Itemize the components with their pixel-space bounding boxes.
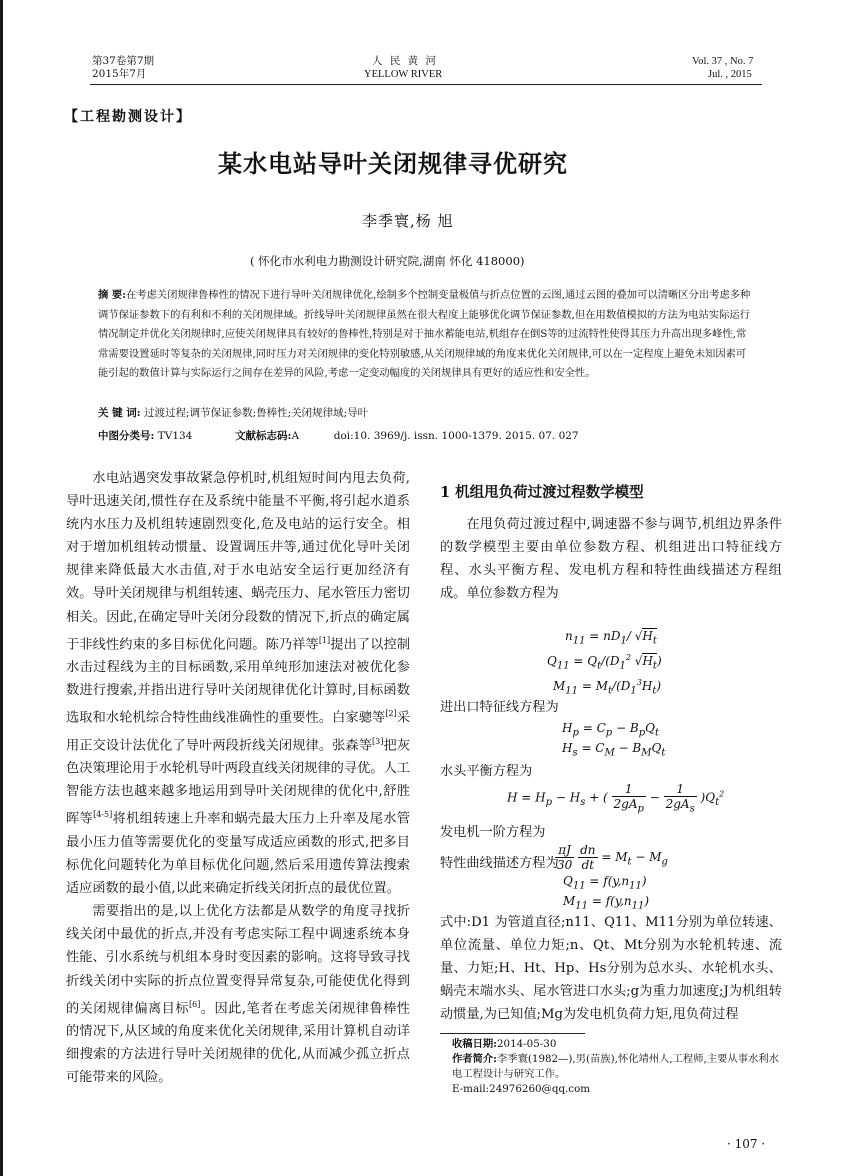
label-generator: 发电机一阶方程为	[440, 825, 546, 840]
label-characteristic: 进出口特征线方程为	[440, 700, 559, 715]
eq-generator: $\frac{\pi J}{30}$ $\frac{dn}{dt}$ = $M_t - M_g$	[557, 843, 668, 872]
doc-code-label: 文献标志码:	[235, 430, 292, 442]
label-curve: 特性曲线描述方程为	[440, 856, 559, 871]
ref-4-5: [4-5]	[93, 810, 113, 820]
page-number: · 107 ·	[727, 1137, 766, 1151]
section-1-title: 1 机组甩负荷过渡过程数学模型	[440, 484, 644, 501]
intro-paragraph-1: 水电站遇突发事故紧急停机时,机组短时间内甩去负荷,导叶迅速关闭,惯性存在及系统中能量不平衡,将引起水道系统内水压力及机组转速剧烈变化,危及电站的运行安全。相对于增加机组转动惯量、设置调压井等,通过优化导叶关闭规律来降低最大水击值,对于水电站安全运行更加经济有效。导叶关闭规律与机组转速、蜗壳压力、尾水管压力密切相关。因此,在确定导叶关闭分段数的情况下,折点的确定属于非线性约束的多目标优化问题。陈乃祥等[1]提出了以控制水击过程线为主的目标函数,采用单纯形加速法对被优化参数进行搜索,并指出进行导叶关闭规律优化计算时,目标函数选取和水轮机综合特性曲线准确性的重要性。白家骢等[2]采用正交设计法优化了导叶两段折线关闭规律。张森等[3]把灰色决策理论用于水轮机导叶两段直线关闭规律的寻优。人工智能方法也越来越多地运用到导叶关闭规律的优化中,舒胜晖等[4-5]将机组转速上升率和蜗壳最大压力上升率及尾水管最小压力值等需要优化的变量写成适应函数的形式,把多目标优化问题转化为单目标优化问题,然后采用遗传算法搜索适应函数的最小值,以此来确定折线关闭折点的最优位置。	[66, 471, 411, 897]
journal-date-cn: 2015年7月	[92, 68, 147, 80]
author-email: E-mail:24976260@qq.com	[452, 1083, 591, 1095]
abstract	[98, 286, 753, 384]
abstract-label: 摘 要:	[98, 289, 126, 301]
ref-3: [3]	[372, 736, 384, 746]
footnote-rule	[440, 1033, 585, 1034]
header-rule	[90, 84, 762, 85]
journal-name-en: YELLOW RIVER	[364, 69, 443, 80]
eq-q11: $Q_{11} = Q_t/(D_1^2$ $√H_t$)	[547, 653, 662, 672]
keywords	[98, 405, 368, 420]
left-column	[66, 467, 410, 1089]
author-bio: 李季寰(1982—),男(苗族),怀化靖州人,工程师,主要从事水利水电工程设计与研究工作。	[452, 1053, 779, 1080]
scan-border	[0, 0, 3, 1176]
doi: doi:10. 3969/j. issn. 1000-1379. 2015. 07. 027	[333, 430, 579, 442]
journal-volume-en: Vol. 37 , No. 7	[692, 56, 754, 67]
journal-volume-cn: 第37卷第7期	[92, 55, 155, 67]
abstract-text: 在考虑关闭规律鲁棒性的情况下进行导叶关闭规律优化,绘制多个控制变量极值与折点位置的云图,通过云图的叠加可以清晰区分出考虑多种调节保证参数下的有利和不利的关闭规律域。折线导叶关闭规律虽然在很大程度上能够优化调节保证参数,但在用数值模拟的方法为电站实际运行情况制定并优化关闭规律时,应使关闭规律具有较好的鲁棒性,特别是对于抽水蓄能电站,机组存在倒S等的过流特性使得其压力升高出现多峰性,常常需要设置延时等复杂的关闭规律,同时压力对关闭规律的变化特别敏感,从关闭规律域的角度来优化关闭规律,可以在一定程度上避免未知因素可能引起的数值计算与实际运行之间存在差异的风险,考虑一定变动幅度的关闭规律具有更好的适应性和安全性。	[98, 289, 751, 380]
received-label: 收稿日期:	[452, 1038, 497, 1050]
section-1-intro: 在甩负荷过渡过程中,调速器不参与调节,机组边界条件的数学模型主要由单位参数方程、机组进出口特征线方程、水头平衡方程、发电机方程和特性曲线描述方程组成。单位参数方程为	[440, 517, 782, 602]
eq-hs: $H_s = C_M - B_MQ_t$	[562, 741, 666, 759]
ref-1: [1]	[318, 635, 331, 645]
keywords-label: 关 键 词:	[98, 407, 141, 419]
journal-date-en: Jul. , 2015	[708, 69, 752, 80]
journal-name-cn: 人 民 黄 河	[372, 55, 439, 67]
intro-paragraph-2: 需要指出的是,以上优化方法都是从数学的角度寻找折线关闭中最优的折点,并没有考虑实际工程中调速系统本身性能、引水系统与机组本身时变因素的影响。这将导致寻找折线关闭中实际的折点位置变得异常复杂,可能使优化得到的关闭规律偏离目标[6]。因此,笔者在考虑关闭规律鲁棒性的情况下,从区域的角度来优化关闭规律,采用计算机自动详细搜索的方法进行导叶关闭规律的优化,从而减少孤立折点可能带来的风险。	[66, 904, 410, 1086]
label-head-balance: 水头平衡方程为	[440, 764, 533, 779]
ref-2: [2]	[385, 709, 397, 719]
eq-head-balance: $H = H_p - H_s$ + ( $\frac{1}{2gA_p}$ − $\frac{1}{2gA_s}$ )$Q_t^2$	[507, 782, 725, 815]
author-bio-label: 作者简介:	[452, 1053, 497, 1065]
clc-label: 中图分类号:	[98, 430, 155, 442]
eq-m11: $M_{11} = M_t/(D_1^3H_t)$	[553, 678, 662, 697]
eq-n11: $n_{11} = nD_1/$ $√H_t$	[565, 629, 657, 647]
paper-authors: 李季寰,杨 旭	[362, 212, 454, 230]
paper-title: 某水电站导叶关闭规律寻优研究	[218, 149, 568, 178]
received-date: 2014-05-30	[497, 1038, 557, 1050]
ref-6: [6]	[189, 999, 201, 1009]
clc-value: TV134	[157, 430, 193, 442]
doc-code-value: A	[291, 430, 300, 442]
symbol-definitions: 式中:D1 为管道直径;n11、Q11、M11分别为单位转速、单位流量、单位力矩;n、Qt、Mt分别为水轮机转速、流量、力矩;H、Ht、Hp、Hs分别为总水头、水轮机水头、蜗壳末端水头、尾水管进口水头;g为重力加速度;J为机组转动惯量,为已知值;Mg为发电机负荷力矩,甩负荷过程	[440, 915, 782, 1023]
eq-hp: $H_p = C_p - B_pQ_t$	[562, 721, 659, 739]
eq-m11-f: $M_{11} = f(y,n_{11})$	[563, 894, 650, 912]
footnote	[452, 1037, 782, 1097]
keywords-text: 过渡过程;调节保证参数;鲁棒性;关闭规律域;导叶	[144, 407, 369, 419]
paper-affiliation: ( 怀化市水利电力勘测设计研究院,湖南 怀化 418000)	[250, 254, 525, 268]
section-tag: 【工程勘测设计】	[64, 109, 192, 125]
eq-q11-f: $Q_{11} = f(y,n_{11})$	[563, 874, 647, 892]
classification	[98, 428, 579, 443]
